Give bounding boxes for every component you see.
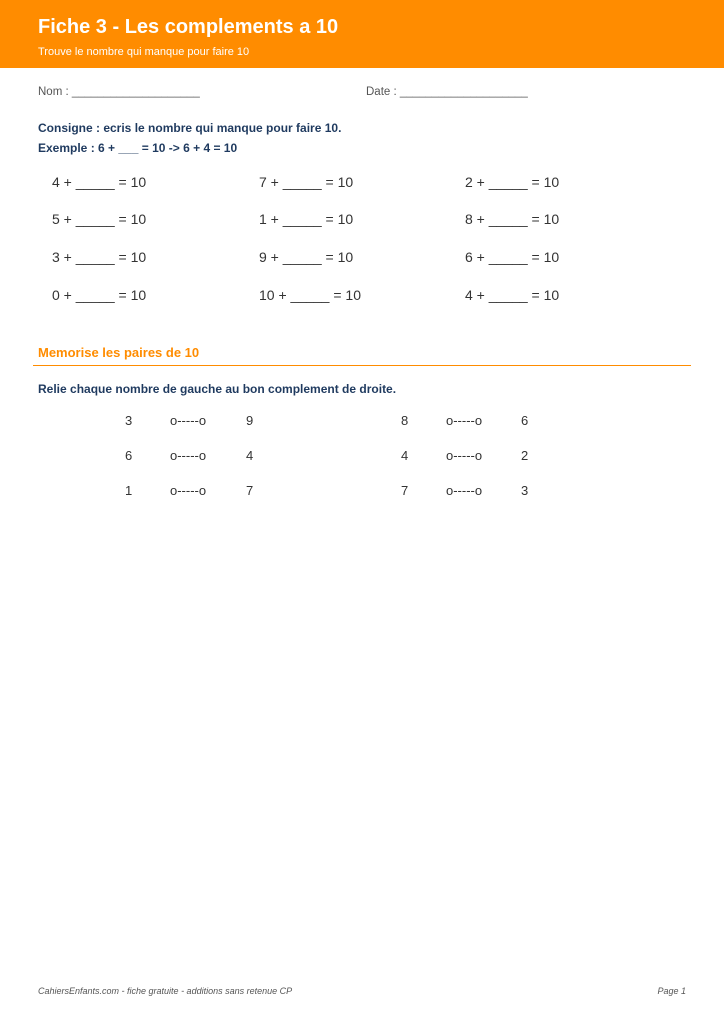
pair-right-number: 9 bbox=[246, 413, 254, 428]
section-divider bbox=[33, 365, 691, 366]
exercise-item: 3 + _____ = 10 bbox=[52, 249, 147, 265]
pair-left-number: 4 bbox=[401, 448, 409, 463]
exercise-item: 0 + _____ = 10 bbox=[52, 287, 147, 303]
pair-left-number: 1 bbox=[125, 483, 133, 498]
exercise-item: 9 + _____ = 10 bbox=[259, 249, 354, 265]
pair-left-number: 6 bbox=[125, 448, 133, 463]
pair-left-number: 8 bbox=[401, 413, 409, 428]
consigne-text: Consigne : ecris le nombre qui manque pour faire 10. bbox=[38, 121, 342, 135]
date-field: Date : ____________________ bbox=[366, 86, 528, 98]
pair-connector: o-----o bbox=[446, 483, 483, 498]
exercise-item: 6 + _____ = 10 bbox=[465, 249, 560, 265]
example-text: Exemple : 6 + ___ = 10 -> 6 + 4 = 10 bbox=[38, 141, 238, 155]
pair-connector: o-----o bbox=[170, 483, 207, 498]
pair-right-number: 4 bbox=[246, 448, 254, 463]
pair-connector: o-----o bbox=[446, 448, 483, 463]
pair-left-number: 7 bbox=[401, 483, 409, 498]
page-title: Fiche 3 - Les complements a 10 bbox=[38, 16, 339, 38]
pair-right-number: 2 bbox=[521, 448, 529, 463]
pair-right-number: 7 bbox=[246, 483, 254, 498]
exercise-item: 5 + _____ = 10 bbox=[52, 211, 147, 227]
pair-connector: o-----o bbox=[170, 448, 207, 463]
exercise-item: 4 + _____ = 10 bbox=[52, 174, 147, 190]
pair-connector: o-----o bbox=[446, 413, 483, 428]
pair-right-number: 6 bbox=[521, 413, 529, 428]
footer-credit: CahiersEnfants.com - fiche gratuite - additions sans retenue CP bbox=[38, 986, 293, 996]
exercise-item: 1 + _____ = 10 bbox=[259, 211, 354, 227]
exercise-item: 2 + _____ = 10 bbox=[465, 174, 560, 190]
pairs-section-title: Memorise les paires de 10 bbox=[38, 345, 200, 360]
exercise-item: 10 + _____ = 10 bbox=[259, 287, 361, 303]
page-number: Page 1 bbox=[657, 986, 686, 996]
page-header bbox=[0, 0, 724, 68]
page-subtitle: Trouve le nombre qui manque pour faire 10 bbox=[38, 46, 250, 58]
name-field: Nom : ____________________ bbox=[38, 86, 200, 98]
pair-right-number: 3 bbox=[521, 483, 529, 498]
exercise-item: 8 + _____ = 10 bbox=[465, 211, 560, 227]
pairs-instruction: Relie chaque nombre de gauche au bon complement de droite. bbox=[38, 382, 397, 396]
exercise-item: 4 + _____ = 10 bbox=[465, 287, 560, 303]
exercise-item: 7 + _____ = 10 bbox=[259, 174, 354, 190]
pair-left-number: 3 bbox=[125, 413, 133, 428]
pair-connector: o-----o bbox=[170, 413, 207, 428]
